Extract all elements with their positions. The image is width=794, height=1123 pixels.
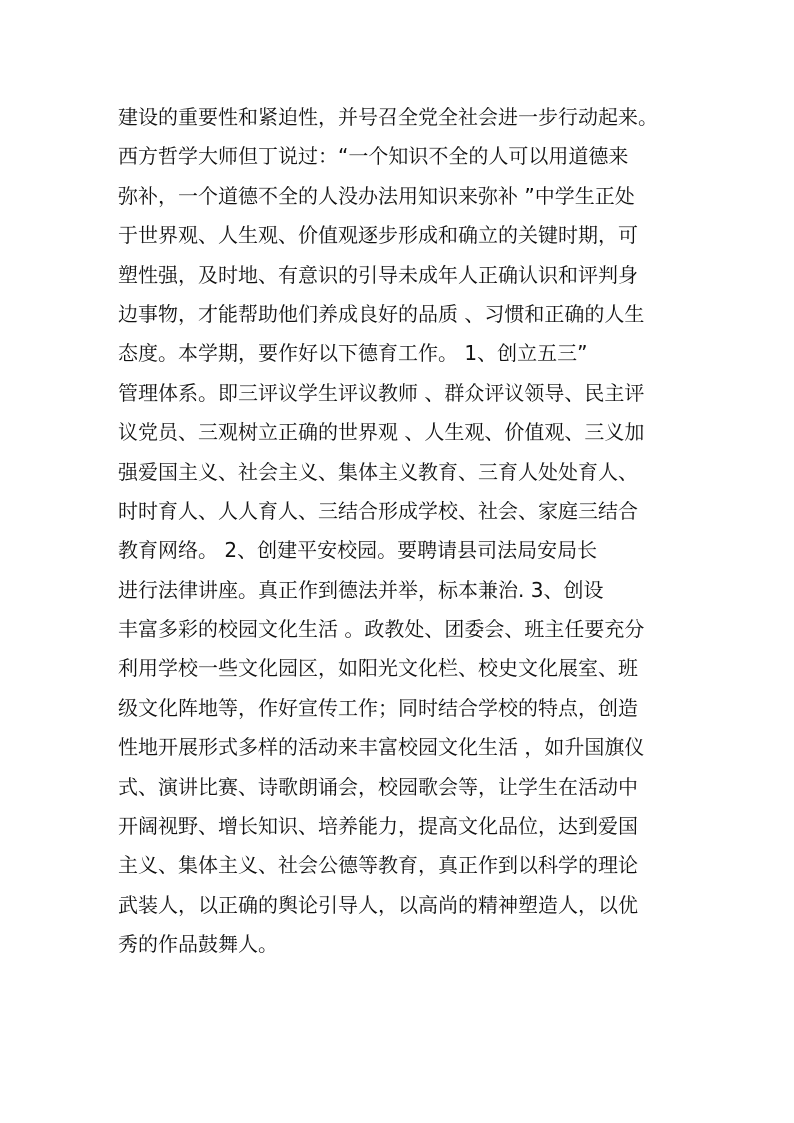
text-line: 进行法律讲座。真正作到德法并举，标本兼治. 3、创设 [118,577,604,602]
text-line: 教育网络。 2、创建平安校园。要聘请县司法局安局长 [118,538,598,563]
text-line: 边事物，才能帮助他们养成良好的品质 、习惯和正确的人生 [118,301,645,326]
text-line: 议党员、三观树立正确的世界观 、人生观、价值观、三义加 [118,420,645,445]
text-line: 态度。本学期，要作好以下德育工作。 1、创立五三” [118,341,588,366]
text-line: 建设的重要性和紧迫性，并号召全党全社会进一步行动起来。 [118,105,658,129]
text-line: 丰富多彩的校园文化生活 。政教处、团委会、班主任要充分 [118,617,645,642]
text-line: 式、演讲比赛、诗歌朗诵会，校园歌会等，让学生在活动中 [118,774,638,799]
text-line: 塑性强，及时地、有意识的引导未成年人正确认识和评判身 [118,262,638,287]
text-line: 管理体系。即三评议学生评议教师 、群众评议领导、民主评 [118,380,645,405]
text-line: 西方哲学大师但丁说过：“一个知识不全的人可以用道德来 [118,144,629,169]
text-line: 武装人，以正确的舆论引导人，以高尚的精神塑造人，以优 [118,892,638,917]
text-line: 性地开展形式多样的活动来丰富校园文化生活 ，如升国旗仪 [118,735,645,760]
text-line: 秀的作品鼓舞人。 [118,932,278,957]
text-line: 强爱国主义、社会主义、集体主义教育、三育人处处育人、 [118,459,638,484]
text-line: 主义、集体主义、社会公德等教育，真正作到以科学的理论 [118,853,638,878]
text-line: 弥补，一个道德不全的人没办法用知识来弥补 ”中学生正处 [118,183,635,208]
text-line: 开阔视野、增长知识、培养能力，提高文化品位，达到爱国 [118,814,638,839]
text-line: 级文化阵地等，作好宣传工作；同时结合学校的特点，创造 [118,695,638,720]
text-line: 于世界观、人生观、价值观逐步形成和确立的关键时期，可 [118,223,638,248]
body-text [118,98,718,965]
text-line: 时时育人、人人育人、三结合形成学校、社会、家庭三结合 [118,498,638,523]
text-line: 利用学校一些文化园区，如阳光文化栏、校史文化展室、班 [118,656,638,681]
